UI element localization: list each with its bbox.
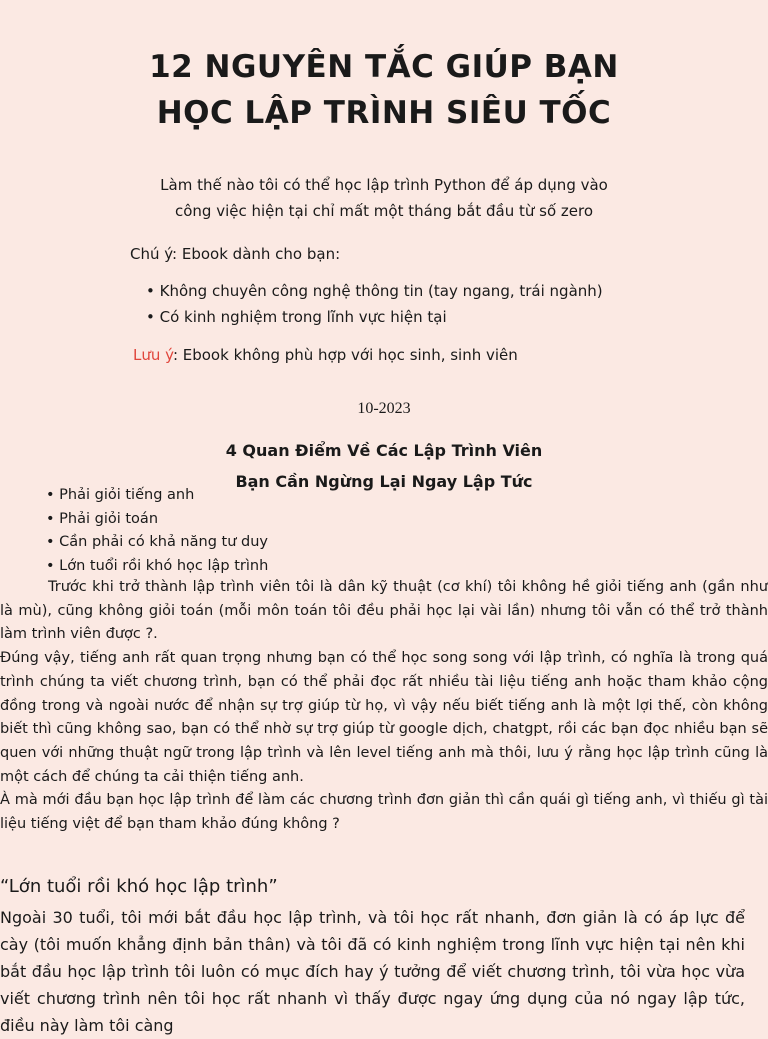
title-line-1: 12 NGUYÊN TẮC GIÚP BẠN bbox=[149, 49, 619, 85]
section-quote: “Lớn tuổi rồi khó học lập trình” bbox=[0, 876, 278, 897]
page-title bbox=[0, 44, 768, 136]
misconception-item: • Cần phải có khả năng tư duy bbox=[46, 531, 268, 555]
body-text bbox=[0, 576, 768, 837]
warning-label: Lưu ý bbox=[133, 346, 173, 364]
age-paragraph: Ngoài 30 tuổi, tôi mới bắt đầu học lập trình, và tôi học rất nhanh, đơn giản là có áp lực để cày (tôi muốn khẳng định bản thân) và tôi đã có kinh nghiệm trong lĩnh vực hiện tại nên khi bắt đầu học lập trình tôi luôn có mục đích hay ý tưởng để viết chương trình, tôi vừa học vừa viết chương trình nên tôi học rất nhanh vì thấy được ngay ứng dụng của nó ngay lập tức, điều này làm tôi càng bbox=[0, 908, 745, 1035]
misconception-list bbox=[46, 484, 268, 578]
body-paragraph: Đúng vậy, tiếng anh rất quan trọng nhưng bạn có thể học song song với lập trình, có nghĩa là trong quá trình chúng ta viết chương trình, bạn có thể phải đọc rất nhiều tài liệu tiếng anh hoặc tham khảo cộng đồng trong và ngoài nước để nhận sự trợ giúp từ họ, vì vậy nếu biết tiếng anh là một lợi thế, còn không biết thì cũng không sao, bạn có thể nhờ sự trợ giúp từ google dịch, chatgpt, rồi các bạn đọc nhiều bạn sẽ quen với những thuật ngữ trong lập trình và lên level tiếng anh mà thôi, lưu ý rằng học lập trình cũng là một cách để chúng ta cải thiện tiếng anh. bbox=[0, 650, 768, 785]
misconception-item: • Phải giỏi tiếng anh bbox=[46, 484, 268, 508]
misconception-item: • Phải giỏi toán bbox=[46, 508, 268, 532]
publish-date: 10-2023 bbox=[357, 400, 411, 417]
audience-list bbox=[146, 278, 603, 330]
audience-item: • Không chuyên công nghệ thông tin (tay ngang, trái ngành) bbox=[146, 278, 603, 304]
misconception-item: • Lớn tuổi rồi khó học lập trình bbox=[46, 555, 268, 579]
warning-note bbox=[133, 346, 518, 364]
body-paragraph: À mà mới đầu bạn học lập trình để làm các chương trình đơn giản thì cần quái gì tiếng anh, vì thiếu gì tài liệu tiếng việt để bạn tham khảo đúng không ? bbox=[0, 792, 768, 833]
subtitle-line-1: Làm thế nào tôi có thể học lập trình Python để áp dụng vào bbox=[160, 176, 608, 194]
warning-text: : Ebook không phù hợp với học sinh, sinh viên bbox=[172, 346, 518, 364]
section-heading-line-1: 4 Quan Điểm Về Các Lập Trình Viên bbox=[225, 441, 543, 460]
section-heading-line-2: Bạn Cần Ngừng Lại Ngay Lập Tức bbox=[235, 472, 533, 491]
audience-item: • Có kinh nghiệm trong lĩnh vực hiện tại bbox=[146, 304, 603, 330]
subtitle-line-2: công việc hiện tại chỉ mất một tháng bắt đầu từ số zero bbox=[174, 202, 594, 220]
audience-note: Chú ý: Ebook dành cho bạn: bbox=[130, 245, 341, 263]
subtitle bbox=[0, 172, 768, 224]
body-paragraph: Trước khi trở thành lập trình viên tôi là dân kỹ thuật (cơ khí) tôi không hề giỏi tiếng anh (gần như là mù), cũng không giỏi toán (mỗi môn toán tôi đều phải học lại vài lần) nhưng tôi vẫn có thể trở thành làm trình viên được ?. bbox=[0, 579, 768, 643]
title-line-2: HỌC LẬP TRÌNH SIÊU TỐC bbox=[156, 95, 612, 131]
